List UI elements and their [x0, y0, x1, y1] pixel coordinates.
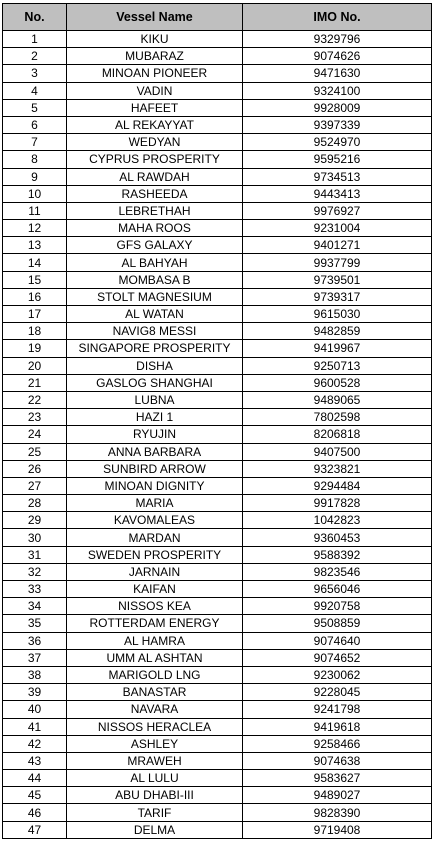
cell-vessel-name: LUBNA [67, 391, 243, 408]
table-row [3, 357, 432, 374]
cell-imo-no: 9471630 [243, 65, 432, 82]
cell-imo-no: 9828390 [243, 804, 432, 821]
cell-imo-no: 9600528 [243, 374, 432, 391]
cell-vessel-name: SWEDEN PROSPERITY [67, 546, 243, 563]
cell-imo-no: 9928009 [243, 99, 432, 116]
cell-vessel-name: ABU DHABI-III [67, 787, 243, 804]
table-row [3, 254, 432, 271]
cell-vessel-name: AL BAHYAH [67, 254, 243, 271]
cell-imo-no: 9250713 [243, 357, 432, 374]
cell-imo-no: 9508859 [243, 615, 432, 632]
table-row [3, 495, 432, 512]
cell-vessel-name: AL LULU [67, 770, 243, 787]
table-row [3, 477, 432, 494]
cell-imo-no: 9324100 [243, 82, 432, 99]
cell-imo-no: 9323821 [243, 460, 432, 477]
cell-no: 22 [3, 391, 67, 408]
cell-no: 21 [3, 374, 67, 391]
cell-vessel-name: DISHA [67, 357, 243, 374]
cell-vessel-name: SUNBIRD ARROW [67, 460, 243, 477]
cell-vessel-name: NAVIG8 MESSI [67, 323, 243, 340]
cell-no: 25 [3, 443, 67, 460]
table-row [3, 237, 432, 254]
table-row [3, 460, 432, 477]
cell-vessel-name: MINOAN DIGNITY [67, 477, 243, 494]
cell-imo-no: 9074652 [243, 649, 432, 666]
cell-imo-no: 9419967 [243, 340, 432, 357]
table-row [3, 821, 432, 838]
cell-imo-no: 9615030 [243, 306, 432, 323]
cell-no: 20 [3, 357, 67, 374]
cell-vessel-name: AL WATAN [67, 306, 243, 323]
cell-imo-no: 9329796 [243, 31, 432, 48]
cell-imo-no: 9524970 [243, 134, 432, 151]
cell-imo-no: 9074640 [243, 632, 432, 649]
cell-no: 29 [3, 512, 67, 529]
cell-vessel-name: HAFEET [67, 99, 243, 116]
table-row [3, 151, 432, 168]
cell-no: 42 [3, 735, 67, 752]
cell-no: 45 [3, 787, 67, 804]
cell-imo-no: 9258466 [243, 735, 432, 752]
cell-no: 47 [3, 821, 67, 838]
table-row [3, 684, 432, 701]
table-row [3, 804, 432, 821]
cell-no: 36 [3, 632, 67, 649]
table-row [3, 546, 432, 563]
table-row [3, 512, 432, 529]
cell-imo-no: 9489027 [243, 787, 432, 804]
table-row [3, 48, 432, 65]
table-row [3, 391, 432, 408]
table-row [3, 632, 432, 649]
cell-imo-no: 9583627 [243, 770, 432, 787]
cell-vessel-name: AL RAWDAH [67, 168, 243, 185]
cell-vessel-name: HAZI 1 [67, 409, 243, 426]
cell-imo-no: 9074626 [243, 48, 432, 65]
cell-no: 34 [3, 598, 67, 615]
cell-no: 38 [3, 666, 67, 683]
cell-imo-no: 9920758 [243, 598, 432, 615]
cell-no: 16 [3, 288, 67, 305]
cell-no: 31 [3, 546, 67, 563]
table-row [3, 31, 432, 48]
cell-no: 19 [3, 340, 67, 357]
cell-imo-no: 9443413 [243, 185, 432, 202]
cell-imo-no: 9230062 [243, 666, 432, 683]
cell-vessel-name: KAVOMALEAS [67, 512, 243, 529]
table-row [3, 202, 432, 219]
cell-vessel-name: UMM AL ASHTAN [67, 649, 243, 666]
table-row [3, 649, 432, 666]
cell-no: 33 [3, 581, 67, 598]
cell-imo-no: 9823546 [243, 563, 432, 580]
cell-vessel-name: GASLOG SHANGHAI [67, 374, 243, 391]
cell-imo-no: 9241798 [243, 701, 432, 718]
cell-imo-no: 9917828 [243, 495, 432, 512]
cell-no: 3 [3, 65, 67, 82]
cell-no: 1 [3, 31, 67, 48]
cell-vessel-name: SINGAPORE PROSPERITY [67, 340, 243, 357]
cell-vessel-name: AL HAMRA [67, 632, 243, 649]
cell-vessel-name: MAHA ROOS [67, 220, 243, 237]
cell-vessel-name: LEBRETHAH [67, 202, 243, 219]
cell-no: 12 [3, 220, 67, 237]
table-row [3, 529, 432, 546]
table-row [3, 735, 432, 752]
cell-vessel-name: MARDAN [67, 529, 243, 546]
header-row [3, 4, 432, 31]
cell-vessel-name: MRAWEH [67, 752, 243, 769]
cell-imo-no: 9734513 [243, 168, 432, 185]
cell-no: 24 [3, 426, 67, 443]
table-row [3, 306, 432, 323]
cell-imo-no: 9294484 [243, 477, 432, 494]
cell-no: 27 [3, 477, 67, 494]
cell-no: 44 [3, 770, 67, 787]
cell-vessel-name: KAIFAN [67, 581, 243, 598]
table-row [3, 581, 432, 598]
column-header-imo-no: IMO No. [243, 4, 432, 31]
cell-no: 41 [3, 718, 67, 735]
cell-vessel-name: ASHLEY [67, 735, 243, 752]
cell-vessel-name: JARNAIN [67, 563, 243, 580]
table-row [3, 340, 432, 357]
cell-vessel-name: DELMA [67, 821, 243, 838]
cell-vessel-name: BANASTAR [67, 684, 243, 701]
cell-imo-no: 8206818 [243, 426, 432, 443]
cell-vessel-name: TARIF [67, 804, 243, 821]
cell-vessel-name: VADIN [67, 82, 243, 99]
cell-no: 28 [3, 495, 67, 512]
table-row [3, 752, 432, 769]
cell-imo-no: 9074638 [243, 752, 432, 769]
cell-no: 15 [3, 271, 67, 288]
cell-no: 2 [3, 48, 67, 65]
cell-no: 11 [3, 202, 67, 219]
table-row [3, 168, 432, 185]
cell-vessel-name: MUBARAZ [67, 48, 243, 65]
cell-no: 26 [3, 460, 67, 477]
cell-no: 9 [3, 168, 67, 185]
cell-no: 46 [3, 804, 67, 821]
vessel-table [2, 3, 432, 839]
cell-no: 30 [3, 529, 67, 546]
cell-no: 4 [3, 82, 67, 99]
table-row [3, 701, 432, 718]
cell-no: 5 [3, 99, 67, 116]
cell-imo-no: 9588392 [243, 546, 432, 563]
cell-imo-no: 9739317 [243, 288, 432, 305]
cell-imo-no: 7802598 [243, 409, 432, 426]
cell-imo-no: 9360453 [243, 529, 432, 546]
cell-imo-no: 9482859 [243, 323, 432, 340]
cell-no: 43 [3, 752, 67, 769]
table-row [3, 288, 432, 305]
table-row [3, 220, 432, 237]
cell-vessel-name: NISSOS HERACLEA [67, 718, 243, 735]
cell-vessel-name: RASHEEDA [67, 185, 243, 202]
table-row [3, 615, 432, 632]
cell-imo-no: 9419618 [243, 718, 432, 735]
table-row [3, 443, 432, 460]
cell-no: 35 [3, 615, 67, 632]
table-row [3, 271, 432, 288]
cell-vessel-name: NISSOS KEA [67, 598, 243, 615]
table-row [3, 409, 432, 426]
cell-vessel-name: AL REKAYYAT [67, 116, 243, 133]
cell-imo-no: 9397339 [243, 116, 432, 133]
table-row [3, 323, 432, 340]
cell-no: 17 [3, 306, 67, 323]
cell-vessel-name: ANNA BARBARA [67, 443, 243, 460]
table-row [3, 718, 432, 735]
cell-no: 23 [3, 409, 67, 426]
cell-no: 14 [3, 254, 67, 271]
cell-no: 13 [3, 237, 67, 254]
cell-no: 18 [3, 323, 67, 340]
cell-imo-no: 9739501 [243, 271, 432, 288]
cell-vessel-name: GFS GALAXY [67, 237, 243, 254]
cell-vessel-name: MARIA [67, 495, 243, 512]
table-row [3, 82, 432, 99]
cell-no: 8 [3, 151, 67, 168]
cell-no: 32 [3, 563, 67, 580]
table-row [3, 134, 432, 151]
cell-vessel-name: ROTTERDAM ENERGY [67, 615, 243, 632]
cell-vessel-name: STOLT MAGNESIUM [67, 288, 243, 305]
table-row [3, 65, 432, 82]
column-header-no: No. [3, 4, 67, 31]
cell-no: 37 [3, 649, 67, 666]
column-header-vessel-name: Vessel Name [67, 4, 243, 31]
cell-vessel-name: RYUJIN [67, 426, 243, 443]
table-row [3, 666, 432, 683]
table-row [3, 598, 432, 615]
table-row [3, 787, 432, 804]
cell-no: 6 [3, 116, 67, 133]
cell-vessel-name: CYPRUS PROSPERITY [67, 151, 243, 168]
cell-vessel-name: MINOAN PIONEER [67, 65, 243, 82]
table-row [3, 99, 432, 116]
cell-imo-no: 1042823 [243, 512, 432, 529]
cell-vessel-name: WEDYAN [67, 134, 243, 151]
table-row [3, 563, 432, 580]
cell-vessel-name: MOMBASA B [67, 271, 243, 288]
cell-vessel-name: NAVARA [67, 701, 243, 718]
cell-no: 40 [3, 701, 67, 718]
cell-vessel-name: KIKU [67, 31, 243, 48]
cell-no: 10 [3, 185, 67, 202]
cell-no: 7 [3, 134, 67, 151]
cell-imo-no: 9656046 [243, 581, 432, 598]
table-row [3, 426, 432, 443]
cell-imo-no: 9595216 [243, 151, 432, 168]
cell-no: 39 [3, 684, 67, 701]
cell-imo-no: 9401271 [243, 237, 432, 254]
cell-imo-no: 9231004 [243, 220, 432, 237]
cell-vessel-name: MARIGOLD LNG [67, 666, 243, 683]
cell-imo-no: 9937799 [243, 254, 432, 271]
cell-imo-no: 9976927 [243, 202, 432, 219]
table-row [3, 770, 432, 787]
cell-imo-no: 9228045 [243, 684, 432, 701]
cell-imo-no: 9407500 [243, 443, 432, 460]
cell-imo-no: 9489065 [243, 391, 432, 408]
table-row [3, 185, 432, 202]
cell-imo-no: 9719408 [243, 821, 432, 838]
table-row [3, 374, 432, 391]
table-row [3, 116, 432, 133]
